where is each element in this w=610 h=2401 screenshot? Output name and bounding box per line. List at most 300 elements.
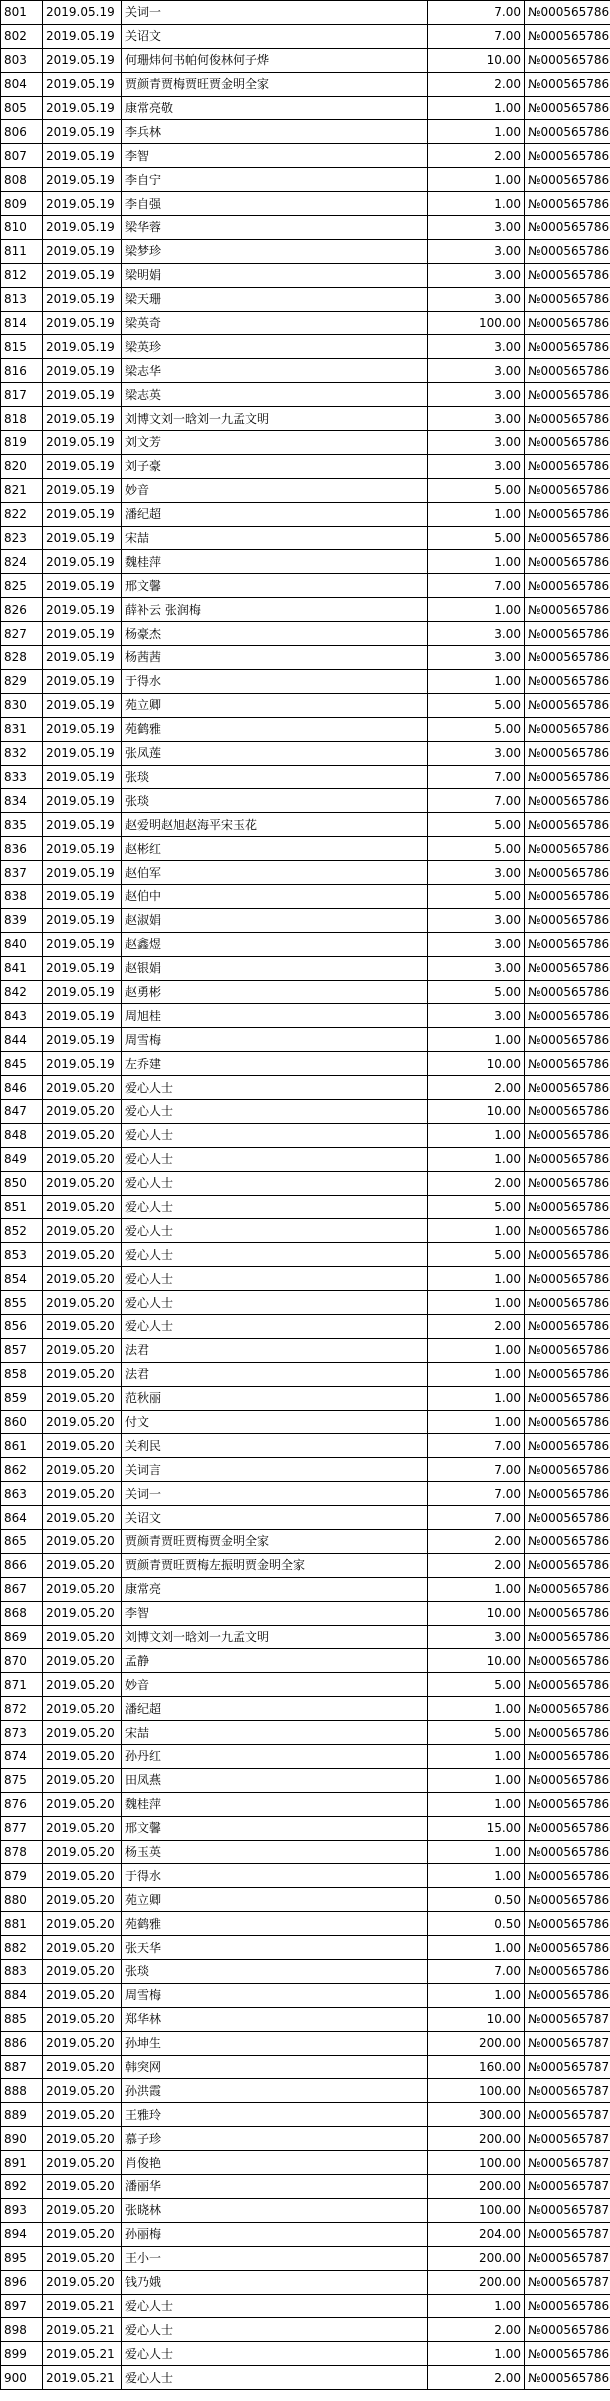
donor-name: 李自强	[122, 192, 428, 216]
donor-name: 关诏文	[122, 1506, 428, 1530]
receipt-number: №000565786	[525, 1219, 610, 1243]
donation-amount: 7.00	[428, 1482, 525, 1506]
table-row	[1, 1960, 610, 1984]
row-number: 893	[1, 2198, 43, 2222]
donor-name: 关词一	[122, 1482, 428, 1506]
donor-name: 魏桂萍	[122, 1792, 428, 1816]
donor-name: 孟静	[122, 1649, 428, 1673]
donor-name: 苑立卿	[122, 1888, 428, 1912]
table-row	[1, 1912, 610, 1936]
donor-name: 李自宁	[122, 168, 428, 192]
row-number: 805	[1, 96, 43, 120]
row-number: 898	[1, 2318, 43, 2342]
table-row	[1, 1649, 610, 1673]
table-row	[1, 263, 610, 287]
receipt-number: №000565786	[525, 598, 610, 622]
row-number: 876	[1, 1792, 43, 1816]
donation-date: 2019.05.20	[43, 1721, 122, 1745]
donor-name: 张天华	[122, 1936, 428, 1960]
table-row	[1, 2342, 610, 2366]
donor-name: 关词言	[122, 1458, 428, 1482]
donation-date: 2019.05.19	[43, 526, 122, 550]
row-number: 884	[1, 1983, 43, 2007]
receipt-number: №000565786	[525, 646, 610, 670]
table-row	[1, 1219, 610, 1243]
donation-date: 2019.05.20	[43, 1601, 122, 1625]
receipt-number: №000565786	[525, 669, 610, 693]
table-row	[1, 72, 610, 96]
donation-amount: 100.00	[428, 2079, 525, 2103]
table-row	[1, 1697, 610, 1721]
donation-amount: 1.00	[428, 2294, 525, 2318]
receipt-number: №000565786	[525, 1, 610, 25]
row-number: 811	[1, 239, 43, 263]
donation-amount: 7.00	[428, 1960, 525, 1984]
donation-amount: 200.00	[428, 2246, 525, 2270]
donation-amount: 200.00	[428, 2031, 525, 2055]
donation-date: 2019.05.19	[43, 646, 122, 670]
receipt-number: №000565786	[525, 431, 610, 455]
row-number: 857	[1, 1338, 43, 1362]
donation-date: 2019.05.20	[43, 1076, 122, 1100]
donation-date: 2019.05.19	[43, 72, 122, 96]
receipt-number: №000565786	[525, 1362, 610, 1386]
table-row	[1, 932, 610, 956]
table-row	[1, 2031, 610, 2055]
donation-date: 2019.05.20	[43, 1291, 122, 1315]
row-number: 854	[1, 1267, 43, 1291]
row-number: 880	[1, 1888, 43, 1912]
row-number: 812	[1, 263, 43, 287]
donation-amount: 5.00	[428, 837, 525, 861]
receipt-number: №000565786	[525, 2366, 610, 2390]
table-row	[1, 622, 610, 646]
donation-date: 2019.05.20	[43, 1362, 122, 1386]
donation-amount: 5.00	[428, 813, 525, 837]
donation-date: 2019.05.19	[43, 48, 122, 72]
row-number: 872	[1, 1697, 43, 1721]
table-row	[1, 1864, 610, 1888]
table-row	[1, 980, 610, 1004]
donation-amount: 3.00	[428, 932, 525, 956]
donor-name: 贾颜青贾梅贾旺贾金明全家	[122, 72, 428, 96]
donor-name: 潘纪超	[122, 1697, 428, 1721]
table-row	[1, 693, 610, 717]
row-number: 804	[1, 72, 43, 96]
donation-amount: 5.00	[428, 693, 525, 717]
donation-date: 2019.05.20	[43, 2222, 122, 2246]
donor-name: 爱心人士	[122, 2318, 428, 2342]
donation-date: 2019.05.20	[43, 2055, 122, 2079]
row-number: 888	[1, 2079, 43, 2103]
donation-date: 2019.05.20	[43, 1960, 122, 1984]
table-row	[1, 1768, 610, 1792]
donation-date: 2019.05.19	[43, 407, 122, 431]
table-row	[1, 1601, 610, 1625]
donor-name: 孙丹红	[122, 1745, 428, 1769]
donor-name: 爱心人士	[122, 1219, 428, 1243]
donation-date: 2019.05.21	[43, 2366, 122, 2390]
receipt-number: №000565786	[525, 980, 610, 1004]
donation-amount: 7.00	[428, 1458, 525, 1482]
row-number: 831	[1, 717, 43, 741]
receipt-number: №000565786	[525, 1601, 610, 1625]
row-number: 817	[1, 383, 43, 407]
donation-date: 2019.05.20	[43, 1267, 122, 1291]
donor-name: 于得水	[122, 669, 428, 693]
receipt-number: №000565786	[525, 1171, 610, 1195]
table-row	[1, 1195, 610, 1219]
donation-date: 2019.05.19	[43, 789, 122, 813]
row-number: 847	[1, 1099, 43, 1123]
receipt-number: №000565786	[525, 1052, 610, 1076]
table-row	[1, 1291, 610, 1315]
donation-amount: 10.00	[428, 2007, 525, 2031]
donation-amount: 1.00	[428, 96, 525, 120]
donation-amount: 1.00	[428, 1792, 525, 1816]
row-number: 822	[1, 502, 43, 526]
donor-name: 薛补云 张润梅	[122, 598, 428, 622]
donor-name: 赵鑫煜	[122, 932, 428, 956]
row-number: 841	[1, 956, 43, 980]
receipt-number: №000565786	[525, 2318, 610, 2342]
receipt-number: №000565786	[525, 884, 610, 908]
donation-amount: 3.00	[428, 263, 525, 287]
receipt-number: №000565786	[525, 1936, 610, 1960]
donor-name: 于得水	[122, 1864, 428, 1888]
donation-amount: 1.00	[428, 168, 525, 192]
donor-name: 爱心人士	[122, 1099, 428, 1123]
donation-amount: 1.00	[428, 192, 525, 216]
donor-name: 爱心人士	[122, 1171, 428, 1195]
table-row	[1, 956, 610, 980]
table-row	[1, 1099, 610, 1123]
donation-date: 2019.05.20	[43, 1840, 122, 1864]
donation-amount: 7.00	[428, 765, 525, 789]
receipt-number: №000565786	[525, 407, 610, 431]
donation-amount: 1.00	[428, 550, 525, 574]
table-row	[1, 2127, 610, 2151]
donor-name: 何珊炜何书帕何俊林何子烨	[122, 48, 428, 72]
receipt-number: №000565786	[525, 1028, 610, 1052]
row-number: 813	[1, 287, 43, 311]
receipt-number: №000565786	[525, 168, 610, 192]
donation-amount: 300.00	[428, 2103, 525, 2127]
receipt-number: №000565786	[525, 144, 610, 168]
donation-amount: 3.00	[428, 956, 525, 980]
row-number: 823	[1, 526, 43, 550]
receipt-number: №000565786	[525, 1530, 610, 1554]
table-row	[1, 239, 610, 263]
donation-date: 2019.05.19	[43, 120, 122, 144]
row-number: 899	[1, 2342, 43, 2366]
receipt-number: №000565786	[525, 813, 610, 837]
donation-date: 2019.05.20	[43, 1888, 122, 1912]
donation-date: 2019.05.19	[43, 741, 122, 765]
donor-name: 赵伯中	[122, 884, 428, 908]
donor-name: 爱心人士	[122, 1243, 428, 1267]
donor-name: 肖俊艳	[122, 2151, 428, 2175]
donation-amount: 3.00	[428, 908, 525, 932]
donation-amount: 7.00	[428, 1506, 525, 1530]
donor-name: 梁天珊	[122, 287, 428, 311]
row-number: 846	[1, 1076, 43, 1100]
table-row	[1, 1530, 610, 1554]
donor-name: 邢文馨	[122, 1816, 428, 1840]
receipt-number: №000565787	[525, 2031, 610, 2055]
receipt-number: №000565786	[525, 239, 610, 263]
donor-name: 梁明娟	[122, 263, 428, 287]
donation-date: 2019.05.19	[43, 454, 122, 478]
donation-date: 2019.05.20	[43, 1314, 122, 1338]
donation-date: 2019.05.19	[43, 598, 122, 622]
donation-date: 2019.05.20	[43, 1912, 122, 1936]
donation-amount: 15.00	[428, 1816, 525, 1840]
table-row	[1, 1267, 610, 1291]
donation-date: 2019.05.20	[43, 1864, 122, 1888]
donation-amount: 1.00	[428, 1362, 525, 1386]
donation-date: 2019.05.20	[43, 2270, 122, 2294]
donation-date: 2019.05.20	[43, 1458, 122, 1482]
row-number: 868	[1, 1601, 43, 1625]
table-row	[1, 383, 610, 407]
donor-name: 法君	[122, 1362, 428, 1386]
donation-amount: 3.00	[428, 335, 525, 359]
table-row	[1, 1052, 610, 1076]
donation-amount: 5.00	[428, 526, 525, 550]
receipt-number: №000565786	[525, 574, 610, 598]
receipt-number: №000565786	[525, 1745, 610, 1769]
row-number: 826	[1, 598, 43, 622]
donation-amount: 1.00	[428, 1410, 525, 1434]
table-row	[1, 717, 610, 741]
receipt-number: №000565786	[525, 1577, 610, 1601]
donation-amount: 5.00	[428, 1195, 525, 1219]
table-row	[1, 861, 610, 885]
row-number: 810	[1, 216, 43, 240]
donor-name: 赵淑娟	[122, 908, 428, 932]
donation-amount: 1.00	[428, 1147, 525, 1171]
donor-name: 爱心人士	[122, 2294, 428, 2318]
donor-name: 苑立卿	[122, 693, 428, 717]
donation-amount: 100.00	[428, 2151, 525, 2175]
row-number: 845	[1, 1052, 43, 1076]
donor-name: 妙音	[122, 478, 428, 502]
row-number: 803	[1, 48, 43, 72]
donation-amount: 100.00	[428, 2198, 525, 2222]
donor-name: 赵爱明赵旭赵海平宋玉花	[122, 813, 428, 837]
donation-amount: 5.00	[428, 1673, 525, 1697]
row-number: 807	[1, 144, 43, 168]
donation-date: 2019.05.19	[43, 287, 122, 311]
donation-date: 2019.05.20	[43, 1792, 122, 1816]
donation-date: 2019.05.19	[43, 956, 122, 980]
donation-amount: 2.00	[428, 1171, 525, 1195]
donor-name: 郑华林	[122, 2007, 428, 2031]
donor-name: 钱乃娥	[122, 2270, 428, 2294]
donation-amount: 2.00	[428, 2318, 525, 2342]
donor-name: 杨豪杰	[122, 622, 428, 646]
row-number: 830	[1, 693, 43, 717]
donation-date: 2019.05.20	[43, 1530, 122, 1554]
donor-name: 爱心人士	[122, 1076, 428, 1100]
row-number: 896	[1, 2270, 43, 2294]
receipt-number: №000565786	[525, 1338, 610, 1362]
donation-amount: 10.00	[428, 1052, 525, 1076]
donation-amount: 5.00	[428, 1243, 525, 1267]
donation-date: 2019.05.20	[43, 1936, 122, 1960]
donation-amount: 1.00	[428, 1291, 525, 1315]
receipt-number: №000565786	[525, 1243, 610, 1267]
receipt-number: №000565786	[525, 1983, 610, 2007]
donor-name: 周旭桂	[122, 1004, 428, 1028]
row-number: 855	[1, 1291, 43, 1315]
donation-amount: 1.00	[428, 1745, 525, 1769]
donation-date: 2019.05.19	[43, 550, 122, 574]
donor-name: 赵银娟	[122, 956, 428, 980]
donor-name: 贾颜青贾旺贾梅贾金明全家	[122, 1530, 428, 1554]
receipt-number: №000565786	[525, 1792, 610, 1816]
donor-name: 爱心人士	[122, 2366, 428, 2390]
row-number: 850	[1, 1171, 43, 1195]
receipt-number: №000565786	[525, 908, 610, 932]
table-row	[1, 1673, 610, 1697]
receipt-number: №000565786	[525, 1291, 610, 1315]
table-row	[1, 1482, 610, 1506]
receipt-number: №000565786	[525, 693, 610, 717]
donation-amount: 200.00	[428, 2175, 525, 2199]
donation-date: 2019.05.20	[43, 2031, 122, 2055]
donor-name: 苑鹤雅	[122, 717, 428, 741]
donation-amount: 5.00	[428, 980, 525, 1004]
donor-name: 爱心人士	[122, 1267, 428, 1291]
table-row	[1, 311, 610, 335]
donation-amount: 3.00	[428, 1004, 525, 1028]
donation-amount: 3.00	[428, 287, 525, 311]
row-number: 834	[1, 789, 43, 813]
donation-date: 2019.05.19	[43, 717, 122, 741]
receipt-number: №000565786	[525, 311, 610, 335]
row-number: 867	[1, 1577, 43, 1601]
donation-date: 2019.05.20	[43, 1983, 122, 2007]
donor-name: 付文	[122, 1410, 428, 1434]
receipt-number: №000565786	[525, 956, 610, 980]
row-number: 839	[1, 908, 43, 932]
donation-amount: 7.00	[428, 789, 525, 813]
table-row	[1, 502, 610, 526]
donation-amount: 5.00	[428, 884, 525, 908]
receipt-number: №000565786	[525, 502, 610, 526]
row-number: 865	[1, 1530, 43, 1554]
donation-amount: 1.00	[428, 1386, 525, 1410]
donation-amount: 3.00	[428, 454, 525, 478]
receipt-number: №000565787	[525, 2007, 610, 2031]
receipt-number: №000565786	[525, 1410, 610, 1434]
receipt-number: №000565786	[525, 1123, 610, 1147]
donation-amount: 1.00	[428, 1840, 525, 1864]
table-row	[1, 2175, 610, 2199]
row-number: 848	[1, 1123, 43, 1147]
receipt-number: №000565786	[525, 1099, 610, 1123]
donation-date: 2019.05.19	[43, 1052, 122, 1076]
receipt-number: №000565787	[525, 2270, 610, 2294]
donor-name: 杨玉英	[122, 1840, 428, 1864]
donation-amount: 2.00	[428, 1314, 525, 1338]
donation-date: 2019.05.20	[43, 1745, 122, 1769]
receipt-number: №000565786	[525, 1195, 610, 1219]
table-row	[1, 2270, 610, 2294]
donor-name: 范秋丽	[122, 1386, 428, 1410]
donation-date: 2019.05.19	[43, 884, 122, 908]
receipt-number: №000565786	[525, 932, 610, 956]
donation-date: 2019.05.21	[43, 2342, 122, 2366]
row-number: 873	[1, 1721, 43, 1745]
row-number: 891	[1, 2151, 43, 2175]
table-row	[1, 1936, 610, 1960]
donation-amount: 3.00	[428, 646, 525, 670]
donation-amount: 5.00	[428, 478, 525, 502]
table-row	[1, 1458, 610, 1482]
row-number: 863	[1, 1482, 43, 1506]
receipt-number: №000565786	[525, 1482, 610, 1506]
receipt-number: №000565787	[525, 2151, 610, 2175]
receipt-number: №000565786	[525, 383, 610, 407]
row-number: 833	[1, 765, 43, 789]
table-row	[1, 48, 610, 72]
donor-name: 爱心人士	[122, 1291, 428, 1315]
receipt-number: №000565786	[525, 1458, 610, 1482]
receipt-number: №000565786	[525, 1267, 610, 1291]
donation-date: 2019.05.20	[43, 1649, 122, 1673]
row-number: 895	[1, 2246, 43, 2270]
table-row	[1, 741, 610, 765]
receipt-number: №000565786	[525, 622, 610, 646]
row-number: 882	[1, 1936, 43, 1960]
table-row	[1, 789, 610, 813]
row-number: 869	[1, 1625, 43, 1649]
donation-date: 2019.05.20	[43, 1673, 122, 1697]
donor-name: 邢文馨	[122, 574, 428, 598]
donor-name: 关词一	[122, 1, 428, 25]
donation-date: 2019.05.19	[43, 693, 122, 717]
donor-name: 赵彬红	[122, 837, 428, 861]
receipt-number: №000565786	[525, 335, 610, 359]
donor-name: 左乔建	[122, 1052, 428, 1076]
donation-date: 2019.05.19	[43, 168, 122, 192]
donor-name: 贾颜青贾旺贾梅左振明贾金明全家	[122, 1553, 428, 1577]
receipt-number: №000565787	[525, 2127, 610, 2151]
donor-name: 康常亮	[122, 1577, 428, 1601]
donor-name: 赵勇彬	[122, 980, 428, 1004]
donation-amount: 1.00	[428, 1123, 525, 1147]
donation-date: 2019.05.20	[43, 2007, 122, 2031]
donor-name: 刘博文刘一晗刘一九孟文明	[122, 407, 428, 431]
row-number: 853	[1, 1243, 43, 1267]
receipt-number: №000565786	[525, 1840, 610, 1864]
receipt-number: №000565786	[525, 1004, 610, 1028]
donation-date: 2019.05.19	[43, 574, 122, 598]
row-number: 878	[1, 1840, 43, 1864]
donation-amount: 1.00	[428, 1338, 525, 1362]
table-row	[1, 1792, 610, 1816]
row-number: 844	[1, 1028, 43, 1052]
table-row	[1, 24, 610, 48]
row-number: 864	[1, 1506, 43, 1530]
table-row	[1, 1386, 610, 1410]
receipt-number: №000565786	[525, 1816, 610, 1840]
row-number: 815	[1, 335, 43, 359]
table-row	[1, 1028, 610, 1052]
